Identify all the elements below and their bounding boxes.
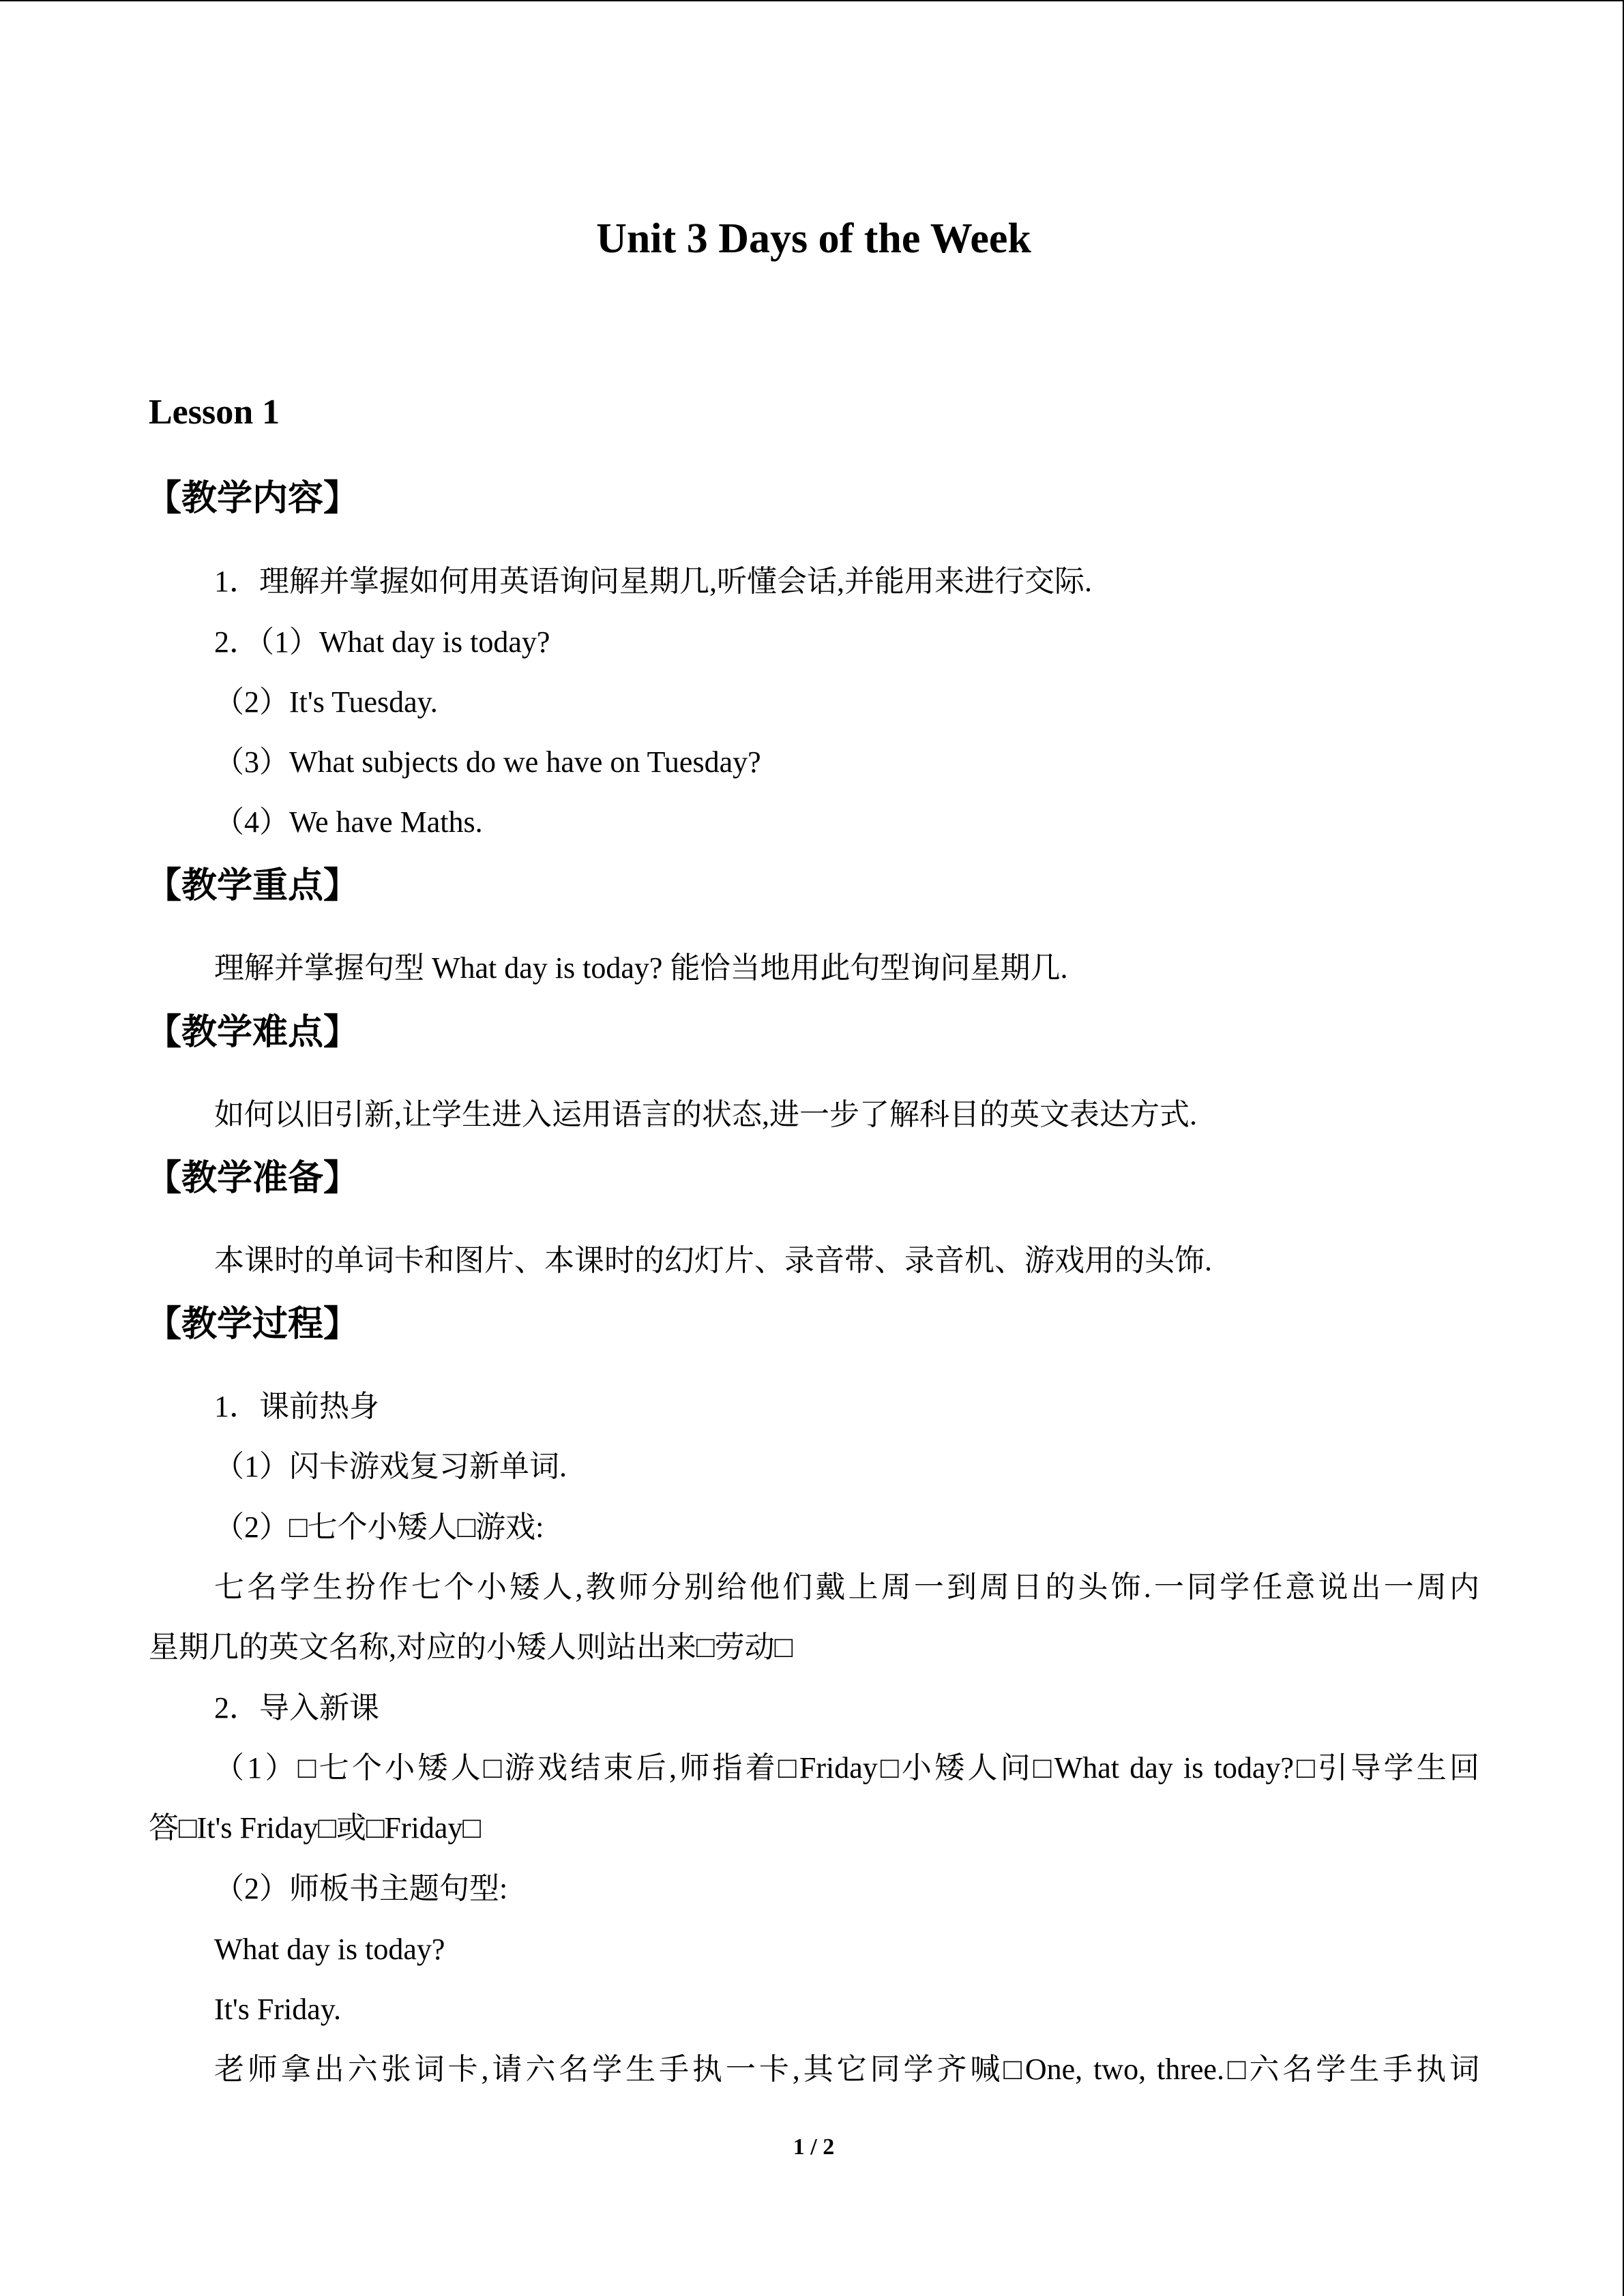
section-heading-preparation: 【教学准备】 (146, 1159, 359, 1198)
board-answer: It's Friday. (214, 1993, 341, 2026)
content-line-2: 2．（1）What day is today? (214, 625, 550, 659)
process-step-2a-line-1: （1）□七个小矮人□游戏结束后,师指着□Friday□小矮人问□What day is today?□引导学生回 (214, 1751, 1479, 1785)
key-points-text: 理解并掌握句型 What day is today? 能恰当地用此句型询问星期几. (214, 951, 1068, 985)
page-number: 1 / 2 (793, 2134, 835, 2160)
process-step-2a-line-2: 答□It's Friday□或□Friday□ (149, 1811, 481, 1845)
process-step-1b-paragraph-line-2: 星期几的英文名称,对应的小矮人则站出来□劳动□ (149, 1630, 793, 1664)
content-line-1: 1．理解并掌握如何用英语询问星期几,听懂会话,并能用来进行交际. (214, 565, 1092, 598)
section-heading-key-points: 【教学重点】 (146, 867, 359, 906)
content-line-3: （2）It's Tuesday. (214, 685, 438, 719)
process-step-1: 1．课前热身 (214, 1390, 379, 1423)
process-step-2b: （2）师板书主题句型: (214, 1872, 508, 1905)
process-step-2c-line-1: 老师拿出六张词卡,请六名学生手执一卡,其它同学齐喊□One, two, three.□六名学生手执词 (214, 2053, 1479, 2086)
preparation-text: 本课时的单词卡和图片、本课时的幻灯片、录音带、录音机、游戏用的头饰. (214, 1244, 1212, 1277)
process-step-1a: （1）闪卡游戏复习新单词. (214, 1450, 567, 1483)
section-heading-process: 【教学过程】 (146, 1305, 359, 1344)
board-question: What day is today? (214, 1933, 445, 1966)
content-line-4: （3）What subjects do we have on Tuesday? (214, 745, 761, 779)
process-step-2: 2．导入新课 (214, 1691, 379, 1725)
section-heading-content: 【教学内容】 (146, 479, 359, 518)
document-title: Unit 3 Days of the Week (596, 215, 1031, 262)
lesson-heading: Lesson 1 (149, 393, 280, 432)
process-step-1b-paragraph-line-1: 七名学生扮作七个小矮人,教师分别给他们戴上周一到周日的头饰.一同学任意说出一周内 (214, 1570, 1479, 1604)
process-step-1b: （2）□七个小矮人□游戏: (214, 1510, 544, 1544)
section-heading-difficulties: 【教学难点】 (146, 1013, 359, 1052)
page-border-top (0, 0, 1624, 1)
content-line-5: （4）We have Maths. (214, 805, 483, 839)
difficulties-text: 如何以旧引新,让学生进入运用语言的状态,进一步了解科目的英文表达方式. (214, 1098, 1197, 1131)
